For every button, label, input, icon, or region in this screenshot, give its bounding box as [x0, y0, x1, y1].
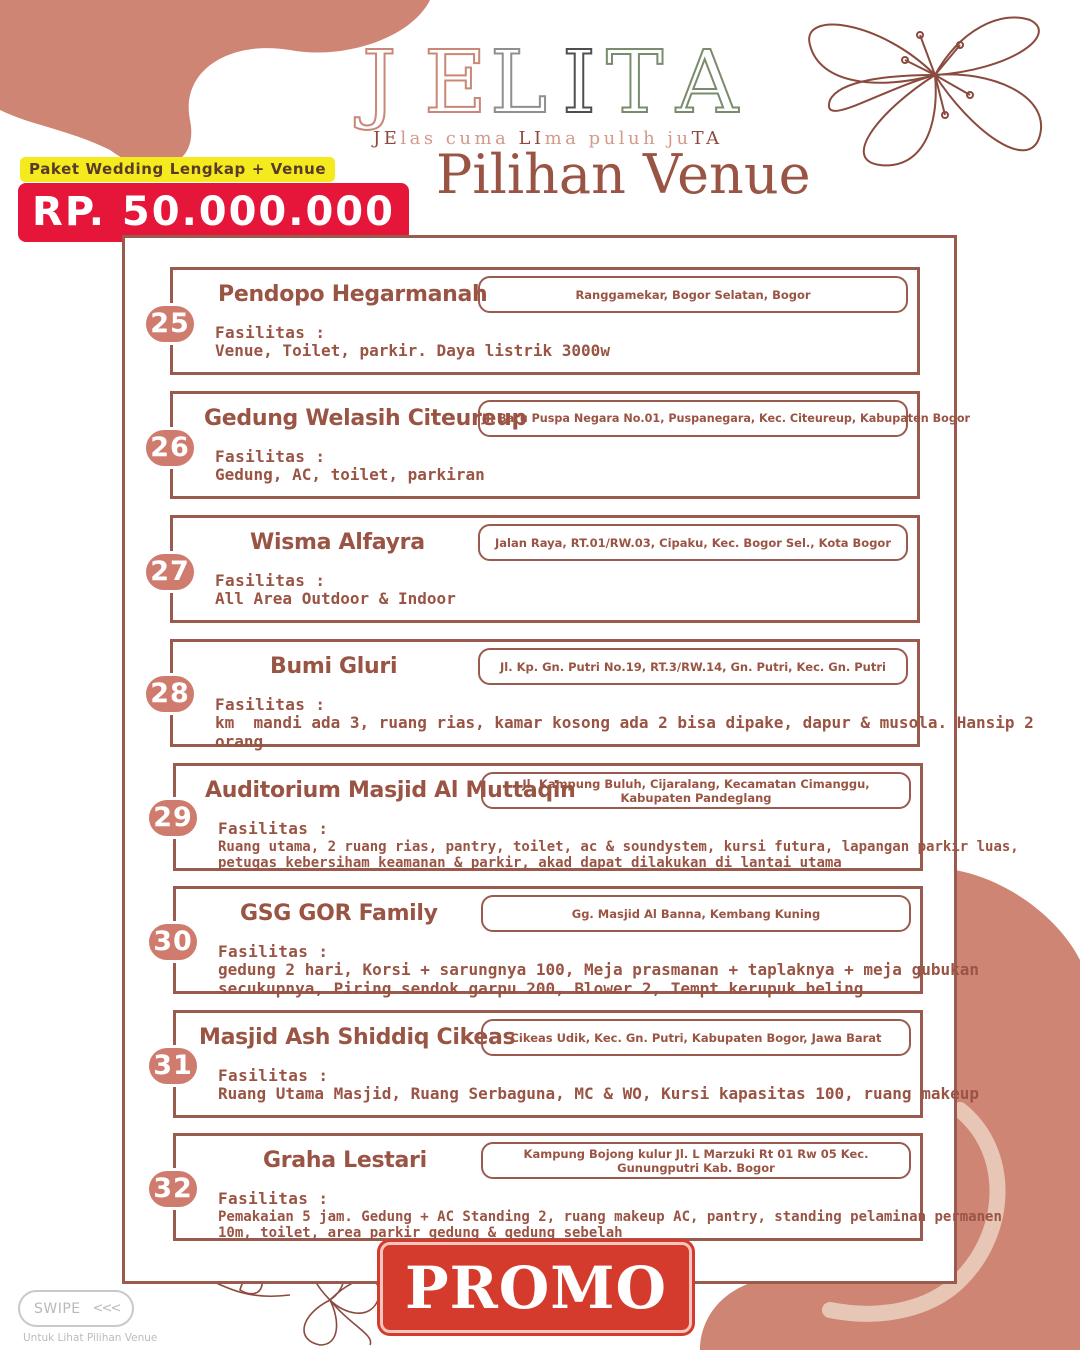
venue-number-badge: 26: [143, 427, 197, 469]
chevron-left-icon: <<<: [92, 1301, 120, 1316]
swipe-button[interactable]: [18, 1290, 134, 1327]
venue-name: Wisma Alfayra: [250, 530, 425, 555]
swipe-caption: Untuk Lihat Pilihan Venue: [23, 1332, 158, 1344]
brand-letter: A: [676, 33, 739, 133]
brand-logo: [362, 33, 752, 133]
brand-letter: J: [362, 33, 397, 133]
price-badge: RP. 50.000.000: [18, 183, 409, 242]
venue-number-badge: 32: [146, 1168, 200, 1210]
venue-number-badge: 27: [143, 551, 197, 593]
venue-card: [170, 639, 1034, 751]
facilities-text: km mandi ada 3, ruang rias, kamar kosong ada 2 bisa dipake, dapur & musola. Hansip 2 orang: [215, 713, 1034, 751]
promo-stamp: PROMO: [380, 1242, 692, 1333]
venue-address: Kampung Bojong kulur Jl. L Marzuki Rt 01 Rw 05 Kec. Gunungputri Kab. Bogor: [481, 1142, 911, 1179]
facilities-text: Venue, Toilet, parkir. Daya listrik 3000w: [215, 341, 610, 360]
venue-address: Jalan Raya, RT.01/RW.03, Cipaku, Kec. Bogor Sel., Kota Bogor: [478, 524, 908, 561]
venue-name: Masjid Ash Shiddiq Cikeas: [199, 1025, 516, 1050]
venue-number-badge: 28: [143, 673, 197, 715]
facilities-label: Fasilitas :: [215, 695, 326, 714]
venue-address: Jl. Baru Puspa Negara No.01, Puspanegara, Kec. Citeureup, Kabupaten Bogor: [478, 400, 908, 437]
venue-card: [173, 1010, 979, 1118]
facilities-label: Fasilitas :: [215, 323, 326, 342]
facilities-text: Gedung, AC, toilet, parkiran: [215, 465, 485, 484]
venue-name: Pendopo Hegarmanah: [218, 282, 488, 307]
brand-letter: I: [562, 33, 596, 133]
swipe-label: SWIPE: [34, 1300, 81, 1317]
venue-name: Auditorium Masjid Al Muttaqin: [205, 778, 576, 803]
facilities-text: Ruang utama, 2 ruang rias, pantry, toilet, ac & soundystem, kursi futura, lapangan parkir luas, petugas kebersiham keamanan & parkir, akad dapat dilakukan di lantai utama: [218, 839, 1019, 871]
brand-tagline: JElas cuma LIma puluh juTA: [373, 128, 723, 149]
brand-letter: T: [606, 33, 664, 133]
facilities-label: Fasilitas :: [218, 819, 329, 838]
page-title: Pilihan Venue: [436, 143, 811, 206]
facilities-label: Fasilitas :: [218, 942, 329, 961]
facilities-text: All Area Outdoor & Indoor: [215, 589, 456, 608]
venue-card: [170, 267, 920, 375]
venue-number-badge: 30: [146, 921, 200, 963]
venue-card: [170, 391, 971, 499]
facilities-label: Fasilitas :: [218, 1189, 329, 1208]
venue-number-badge: 29: [146, 797, 200, 839]
venue-card: [173, 1133, 1002, 1241]
brand-letter: L: [490, 33, 548, 133]
venue-address: Jl. Kampung Buluh, Cijaralang, Kecamatan Cimanggu, Kabupaten Pandeglang: [481, 772, 911, 809]
venue-address: Ranggamekar, Bogor Selatan, Bogor: [478, 276, 908, 313]
venue-number-badge: 31: [146, 1045, 200, 1087]
facilities-label: Fasilitas :: [218, 1066, 329, 1085]
venue-card: [173, 886, 979, 998]
facilities-label: Fasilitas :: [215, 571, 326, 590]
venue-address: Cikeas Udik, Kec. Gn. Putri, Kabupaten Bogor, Jawa Barat: [481, 1019, 911, 1056]
facilities-label: Fasilitas :: [215, 447, 326, 466]
facilities-text: Ruang Utama Masjid, Ruang Serbaguna, MC & WO, Kursi kapasitas 100, ruang makeup: [218, 1084, 979, 1103]
venue-name: Gedung Welasih Citeureup: [204, 406, 527, 431]
venue-address: Gg. Masjid Al Banna, Kembang Kuning: [481, 895, 911, 932]
venue-address: Jl. Kp. Gn. Putri No.19, RT.3/RW.14, Gn. Putri, Kec. Gn. Putri: [478, 648, 908, 685]
package-label: Paket Wedding Lengkap + Venue: [20, 157, 335, 182]
venue-number-badge: 25: [143, 303, 197, 345]
venue-card: [170, 515, 920, 623]
flower-icon: [809, 17, 1041, 165]
venue-name: GSG GOR Family: [240, 901, 438, 926]
venue-card: [173, 763, 1019, 871]
facilities-text: Pemakaian 5 jam. Gedung + AC Standing 2, ruang makeup AC, pantry, standing pelaminan permanen 10m, toilet, area parkir gedung & gedung sebelah: [218, 1209, 1002, 1241]
venue-name: Bumi Gluri: [270, 654, 398, 679]
facilities-text: gedung 2 hari, Korsi + sarungnya 100, Meja prasmanan + taplaknya + meja gubukan secukupnya, Piring sendok garpu 200, Blower 2, Tempt kerupuk beling: [218, 960, 979, 998]
venue-name: Graha Lestari: [263, 1148, 427, 1173]
brand-letter: E: [424, 33, 487, 133]
